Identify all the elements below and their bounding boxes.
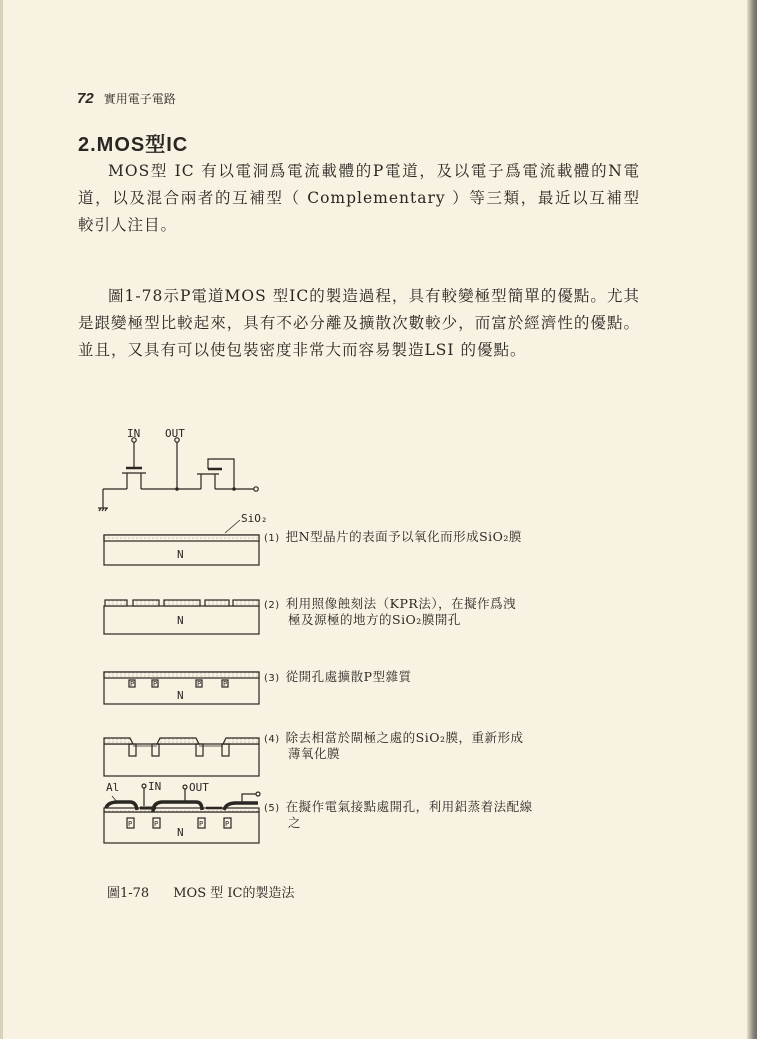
- step5-in-label: IN: [148, 780, 162, 793]
- sio2-label: SiO₂: [241, 512, 268, 525]
- p-region-label: P: [225, 820, 230, 828]
- step-2-text: (2) 利用照像蝕刻法（KPR法），在擬作爲洩 極及源極的地方的SiO₂膜開孔: [264, 596, 517, 627]
- al-label: Al: [106, 781, 120, 794]
- n-region-label-3: N: [177, 689, 184, 702]
- paragraph-1: MOS型 IC 有以電洞爲電流載體的P電道，及以電子爲電流載體的N電道，以及混合兩者的互補型（ Complementary ）等三類，最近以互補型較引人注目。: [78, 162, 640, 234]
- p-region-label: P: [153, 680, 158, 688]
- circuit-schematic: [98, 438, 258, 511]
- figure-caption: [107, 882, 294, 901]
- p-region-label: P: [223, 680, 228, 688]
- circuit-out-label: OUT: [165, 427, 185, 440]
- step-1-text: (1) 把N型晶片的表面予以氧化而形成SiO₂膜: [264, 529, 522, 544]
- page-number: 72: [77, 90, 94, 107]
- p-region-label: P: [199, 820, 204, 828]
- p-region-label: P: [197, 680, 202, 688]
- step-4-cross-section: [104, 738, 259, 776]
- n-region-label-2: N: [177, 614, 184, 627]
- paragraph-2: 圖1-78示P電道MOS 型IC的製造過程，具有較變極型簡單的優點。尤其是跟變極型比較起來，具有不必分離及擴散次數較少，而富於經濟性的優點。並且，又具有可以使包裝密度非常大而容易製造LSI 的優點。: [78, 287, 640, 359]
- section-title: 2.MOS型IC: [78, 134, 189, 156]
- step5-out-label: OUT: [189, 781, 209, 794]
- p-region-label: P: [154, 820, 159, 828]
- step-5-text: (5) 在擬作電氣接點處開孔，利用鋁蒸着法配線 之: [264, 799, 533, 830]
- circuit-in-label: IN: [127, 427, 141, 440]
- n-region-label-1: N: [177, 548, 184, 561]
- p-region-label: P: [128, 820, 133, 828]
- step-4-text: (4) 除去相當於閘極之處的SiO₂膜，重新形成 薄氧化膜: [264, 730, 524, 761]
- figure-number: 圖1-78: [107, 886, 150, 901]
- step-3-text: (3) 從開孔處擴散P型雜質: [264, 669, 412, 684]
- n-region-label-5: N: [177, 826, 184, 839]
- figure-title: MOS 型 IC的製造法: [173, 886, 295, 901]
- book-title: 實用電子電路: [103, 92, 176, 106]
- p-region-label: P: [130, 680, 135, 688]
